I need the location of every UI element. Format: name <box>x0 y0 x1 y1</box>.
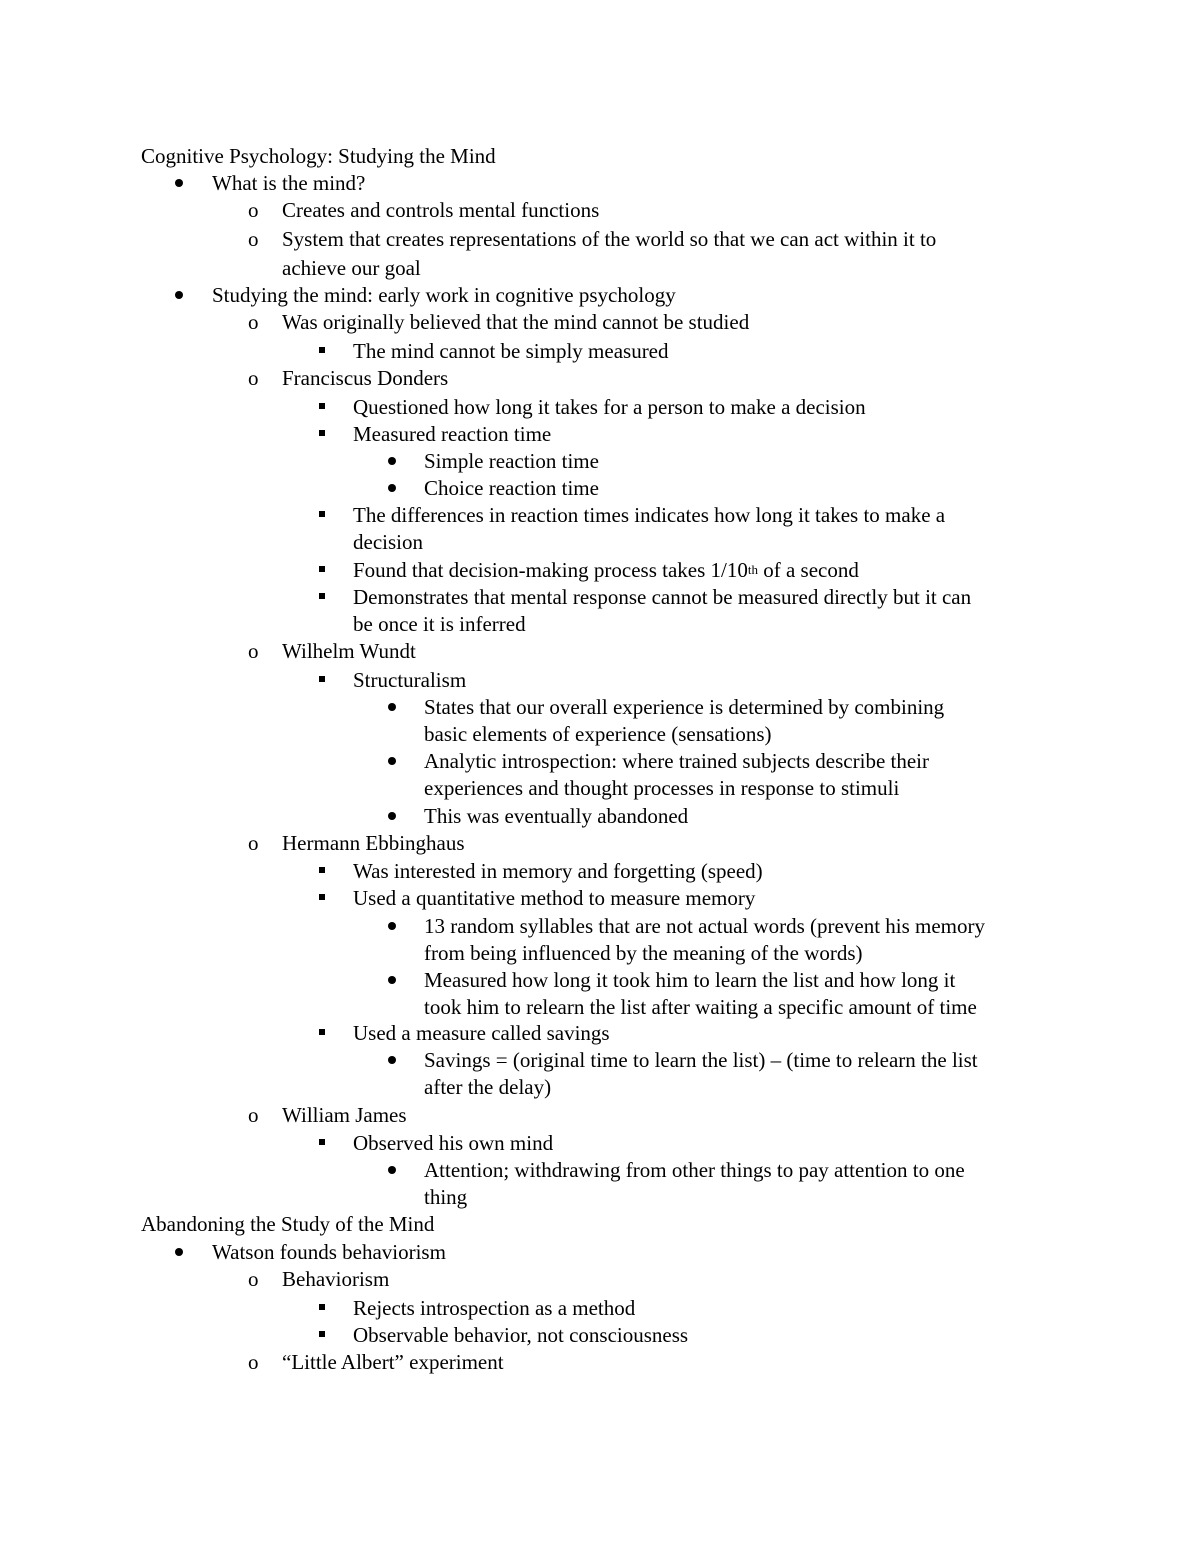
bullet-square-icon <box>319 511 325 517</box>
list-item: Watson founds behaviorism <box>212 1240 446 1264</box>
bullet-square-icon <box>319 676 325 682</box>
list-item: Wilhelm Wundt <box>282 639 416 663</box>
list-item-continuation: achieve our goal <box>282 256 421 280</box>
bullet-square-icon <box>319 867 325 873</box>
list-item: Rejects introspection as a method <box>353 1296 636 1320</box>
superscript: th <box>747 562 758 577</box>
bullet-square-icon <box>319 566 325 572</box>
bullet-dot-icon <box>388 922 396 930</box>
found-text-end: of a second <box>757 558 859 582</box>
bullet-square-icon <box>319 347 325 353</box>
section-heading: Abandoning the Study of the Mind <box>141 1212 435 1236</box>
list-item: “Little Albert” experiment <box>282 1350 504 1374</box>
list-item: Used a quantitative method to measure memory <box>353 886 756 910</box>
list-item: Observable behavior, not consciousness <box>353 1323 689 1347</box>
bullet-square-icon <box>319 1331 325 1337</box>
bullet-circle-icon: o <box>248 831 259 855</box>
bullet-dot-icon <box>388 484 396 492</box>
list-item-continuation: be once it is inferred <box>353 612 526 636</box>
section-heading: Cognitive Psychology: Studying the Mind <box>141 144 496 168</box>
list-item: Savings = (original time to learn the list) – (time to relearn the list <box>424 1048 978 1072</box>
list-item-continuation: thing <box>424 1185 468 1209</box>
bullet-dot-icon <box>388 703 396 711</box>
bullet-square-icon <box>319 1029 325 1035</box>
list-item: Observed his own mind <box>353 1131 554 1155</box>
list-item: Used a measure called savings <box>353 1021 610 1045</box>
bullet-dot-icon <box>388 1166 396 1174</box>
list-item: Analytic introspection: where trained subjects describe their <box>424 749 929 773</box>
bullet-dot-icon <box>388 976 396 984</box>
bullet-dot-icon <box>175 179 183 187</box>
list-item: Structuralism <box>353 668 467 692</box>
list-item: Was originally believed that the mind cannot be studied <box>282 310 750 334</box>
list-item-continuation: basic elements of experience (sensations) <box>424 722 772 746</box>
list-item: Demonstrates that mental response cannot be measured directly but it can <box>353 585 972 609</box>
bullet-dot-icon <box>175 291 183 299</box>
bullet-circle-icon: o <box>248 1267 259 1291</box>
list-item: Behaviorism <box>282 1267 390 1291</box>
bullet-square-icon <box>319 1304 325 1310</box>
list-item: Studying the mind: early work in cognitive psychology <box>212 283 676 307</box>
list-item-continuation: from being influenced by the meaning of the words) <box>424 941 863 965</box>
bullet-circle-icon: o <box>248 639 259 663</box>
bullet-circle-icon: o <box>248 227 259 251</box>
bullet-square-icon <box>319 593 325 599</box>
bullet-dot-icon <box>388 457 396 465</box>
list-item: Was interested in memory and forgetting (speed) <box>353 859 763 883</box>
list-item: What is the mind? <box>212 171 366 195</box>
list-item: Franciscus Donders <box>282 366 449 390</box>
list-item: 13 random syllables that are not actual words (prevent his memory <box>424 914 986 938</box>
list-item: States that our overall experience is determined by combining <box>424 695 945 719</box>
list-item: Measured how long it took him to learn the list and how long it <box>424 968 956 992</box>
list-item: The mind cannot be simply measured <box>353 339 669 363</box>
bullet-square-icon <box>319 403 325 409</box>
list-item: Questioned how long it takes for a person to make a decision <box>353 395 866 419</box>
list-item: The differences in reaction times indicates how long it takes to make a <box>353 503 946 527</box>
bullet-circle-icon: o <box>248 1103 259 1127</box>
bullet-circle-icon: o <box>248 198 259 222</box>
bullet-circle-icon: o <box>248 310 259 334</box>
list-item: Simple reaction time <box>424 449 599 473</box>
list-item: Hermann Ebbinghaus <box>282 831 465 855</box>
found-text: Found that decision-making process takes 1/10 <box>353 558 748 582</box>
bullet-square-icon <box>319 894 325 900</box>
list-item: Choice reaction time <box>424 476 599 500</box>
list-item: Creates and controls mental functions <box>282 198 600 222</box>
list-item-continuation: experiences and thought processes in response to stimuli <box>424 776 900 800</box>
list-item: Attention; withdrawing from other things to pay attention to one <box>424 1158 965 1182</box>
list-item-continuation: took him to relearn the list after waiting a specific amount of time <box>424 995 977 1019</box>
bullet-dot-icon <box>175 1248 183 1256</box>
bullet-dot-icon <box>388 812 396 820</box>
bullet-dot-icon <box>388 757 396 765</box>
bullet-dot-icon <box>388 1056 396 1064</box>
list-item <box>353 557 859 584</box>
list-item: System that creates representations of the world so that we can act within it to <box>282 227 937 251</box>
bullet-circle-icon: o <box>248 366 259 390</box>
bullet-circle-icon: o <box>248 1350 259 1374</box>
list-item-continuation: after the delay) <box>424 1075 552 1099</box>
list-item-continuation: decision <box>353 530 423 554</box>
bullet-square-icon <box>319 1139 325 1145</box>
list-item: William James <box>282 1103 407 1127</box>
list-item: This was eventually abandoned <box>424 804 689 828</box>
bullet-square-icon <box>319 430 325 436</box>
list-item: Measured reaction time <box>353 422 552 446</box>
